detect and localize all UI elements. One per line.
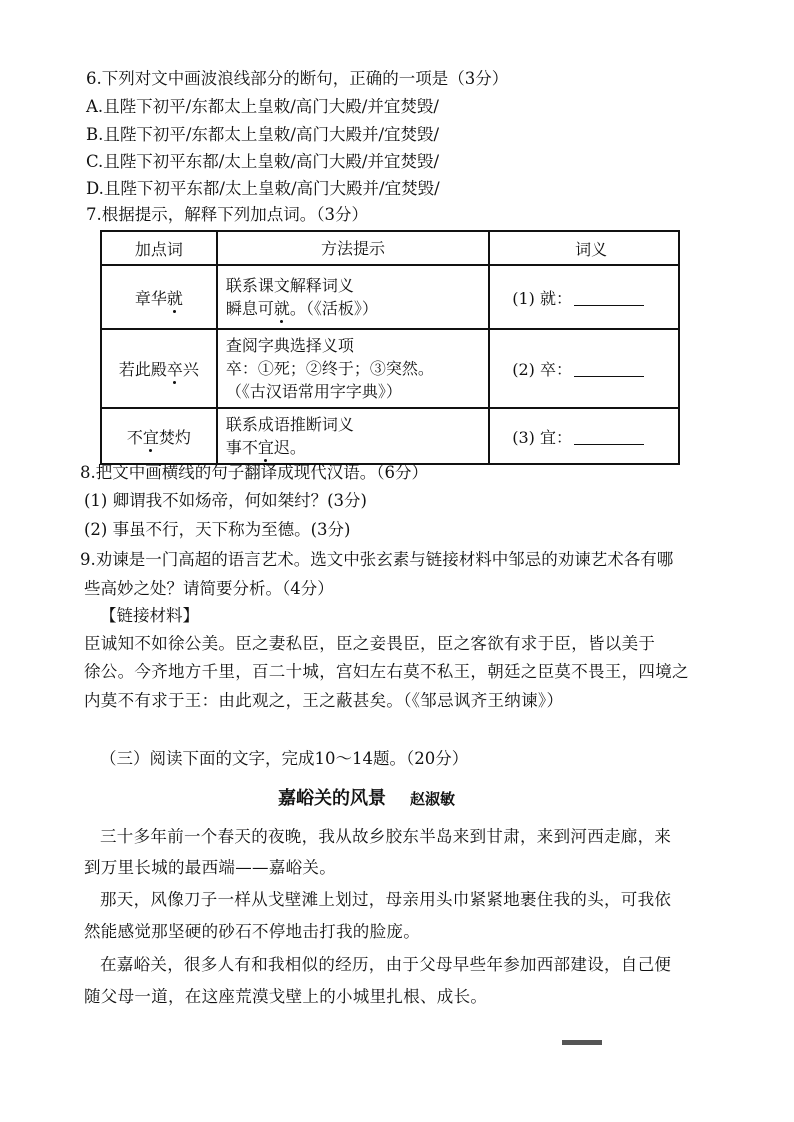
hint-cell: 联系成语推断词义 事不宜迟。	[217, 408, 489, 464]
word-cell: 若此殿卒兴	[101, 329, 217, 408]
dotted-char: 宜	[142, 427, 159, 447]
dotted-char: 就	[273, 299, 290, 318]
q6-option-b: B.且陛下初平/东都太上皇敕/高门大殿并/宜焚毁/	[86, 125, 440, 144]
q6-option-d: D.且陛下初平东都/太上皇敕/高门大殿并/宜焚毁/	[86, 179, 440, 198]
table-row	[101, 265, 679, 329]
paragraph-line: 随父母一道，在这座荒漠戈壁上的小城里扎根、成长。	[84, 987, 488, 1006]
header-word: 加点词	[101, 231, 217, 265]
hint-cell: 查阅字典选择义项 卒：①死；②终于；③突然。 （《古汉语常用字字典》）	[217, 329, 489, 408]
word-cell: 不宜焚灼	[101, 408, 217, 464]
answer-cell: (3) 宜：	[489, 408, 679, 464]
paragraph-line: 三十多年前一个春天的夜晚，我从故乡胶东半岛来到甘肃，来到河西走廊，来	[100, 827, 672, 846]
article-author: 赵淑敏	[410, 790, 456, 808]
answer-blank[interactable]	[574, 360, 644, 377]
section-heading: （三）阅读下面的文字，完成10～14题。（20分）	[100, 749, 469, 768]
q8-item-1: (1) 卿谓我不如炀帝，何如桀纣？(3分)	[84, 491, 367, 510]
answer-cell: (2) 卒：	[489, 329, 679, 408]
link-material-line: 内莫不有求于王：由此观之，王之蔽甚矣。（《邹忌讽齐王纳谏》）	[84, 691, 564, 710]
link-material-label: 【链接材料】	[100, 606, 199, 625]
paragraph-line: 那天，风像刀子一样从戈壁滩上划过，母亲用头巾紧紧地裹住我的头，可我依	[100, 890, 672, 909]
paragraph-line: 到万里长城的最西端——嘉峪关。	[84, 858, 336, 877]
paragraph-line: 然能感觉那坚硬的砂石不停地击打我的脸庞。	[84, 922, 420, 941]
q8-item-2: (2) 事虽不行，天下称为至德。(3分)	[84, 520, 351, 539]
dotted-char: 宜	[257, 438, 274, 457]
dotted-char: 卒	[166, 360, 183, 379]
q7-stem: 7.根据提示，解释下列加点词。（3分）	[86, 205, 368, 224]
q6-stem: 6.下列对文中画波浪线部分的断句，正确的一项是（3分）	[86, 69, 509, 88]
table-header-row	[101, 231, 679, 265]
dotted-char: 就	[166, 288, 183, 308]
q9-line-2: 些高妙之处？请简要分析。（4分）	[84, 579, 334, 598]
header-meaning: 词义	[489, 231, 679, 265]
q6-option-c: C.且陛下初平东都/太上皇敕/高门大殿/并宜焚毁/	[86, 152, 440, 171]
q8-stem: 8.把文中画横线的句子翻译成现代汉语。（6分）	[80, 463, 428, 482]
article-title-line	[278, 788, 455, 810]
header-hint: 方法提示	[217, 231, 489, 265]
link-material-line: 徐公。今齐地方千里，百二十城，宫妇左右莫不私王，朝廷之臣莫不畏王，四境之	[84, 662, 689, 681]
article-title: 嘉峪关的风景	[278, 788, 386, 809]
table-row	[101, 329, 679, 408]
word-cell: 章华就	[101, 265, 217, 329]
scan-artifact	[562, 1040, 602, 1045]
table-row	[101, 408, 679, 464]
vocab-table	[100, 230, 680, 465]
answer-blank[interactable]	[574, 289, 644, 306]
hint-cell: 联系课文解释词义 瞬息可就。（《活板》）	[217, 265, 489, 329]
link-material-line: 臣诚知不如徐公美。臣之妻私臣，臣之妾畏臣，臣之客欲有求于臣，皆以美于	[84, 634, 656, 653]
q9-line-1: 9.劝谏是一门高超的语言艺术。选文中张玄素与链接材料中邹忌的劝谏艺术各有哪	[80, 550, 674, 569]
q6-option-a: A.且陛下初平/东都太上皇敕/高门大殿/并宜焚毁/	[86, 97, 439, 116]
answer-cell: (1) 就：	[489, 265, 679, 329]
answer-blank[interactable]	[574, 428, 644, 445]
paragraph-line: 在嘉峪关，很多人有和我相似的经历，由于父母早些年参加西部建设，自己便	[100, 955, 672, 974]
